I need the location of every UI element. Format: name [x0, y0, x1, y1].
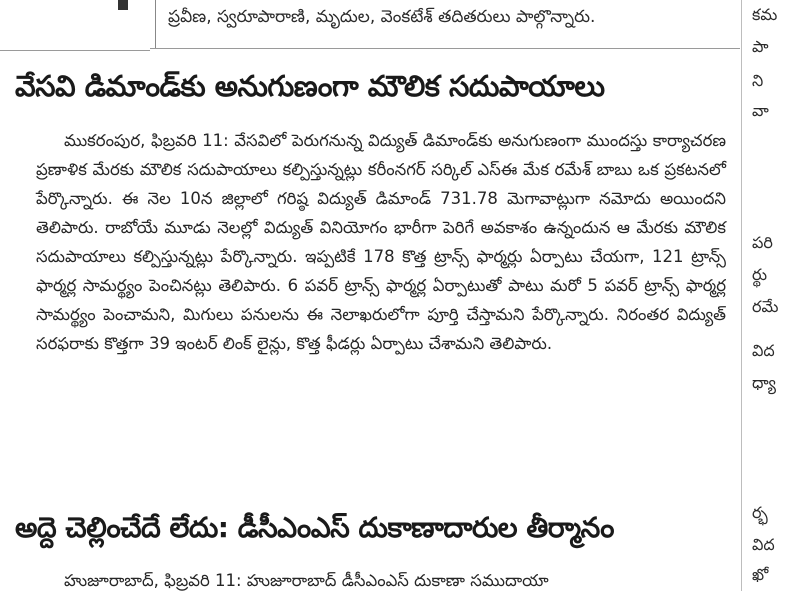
right-column-text: ధ్యా	[752, 373, 776, 392]
right-column-text: రమే	[752, 297, 779, 316]
right-column-text: పరి	[752, 233, 773, 252]
right-column-text: ర్థు	[752, 265, 768, 284]
right-column-divider	[741, 0, 742, 591]
article-headline: వేసవి డిమాండ్‌కు అనుగుణంగా మౌలిక సదుపాయాలు	[15, 69, 605, 103]
previous-article-ending: ప్రవీణ, స్వరూపారాణి, మృదుల, వెంకటేశ్ తదితరులు పాల్గొన్నారు.	[168, 7, 596, 27]
right-column-text: ర్భ	[752, 503, 768, 522]
previous-article-frame	[0, 0, 150, 51]
article-body: ముకరంపుర, ఫిబ్రవరి 11: వేసవిలో పెరుగనున్న విద్యుత్ డిమాండ్‌కు అనుగుణంగా ముందస్తు కార్యాచరణ ప్రణాళిక మేరకు మౌలిక సదుపాయాలు కల్పిస్తున్నట్లు కరీంనగర్ సర్కిల్ ఎస్ఈ మేక రమేశ్ బాబు ఒక ప్రకటనలో పేర్కొన్నారు. ఈ నెల 10న జిల్లాలో గరిష్ఠ విద్యుత్ డిమాండ్ 731.78 మెగావాట్లుగా నమోదు అయిందని తెలిపారు. రాబోయే మూడు నెలల్లో విద్యుత్ వినియోగం భారీగా పెరిగే అవకాశం ఉన్నందున ఆ మేరకు మౌలిక సదుపాయాలు కల్పిస్తున్నట్లు పేర్కొన్నారు. ఇప్పటికే 178 కొత్త ట్రాన్స్ ఫార్మర్లు ఏర్పాటు చేయగా, 121 ట్రాన్స్ ఫార్మర్ల సామర్థ్యం పెంచినట్లు తెలిపారు. 6 పవర్ ట్రాన్స్ ఫార్మర్ల ఏర్పాటుతో పాటు మరో 5 పవర్ ట్రాన్స్ ఫార్మర్ల సామర్థ్యం పెంచామని, మిగులు పనులను ఈ నెలాఖరులోగా పూర్తి చేస్తామని పేర్కొన్నారు. నిరంతర విద్యుత్ సరఫరాకు కొత్తగా 39 ఇంటర్ లింక్ లైన్లు, కొత్త ఫీడర్లు ఏర్పాటు చేశామని తెలిపారు.	[36, 131, 726, 353]
frame-corner-mark	[118, 0, 128, 10]
right-column-text: ని	[752, 71, 764, 90]
article-headline-2: అద్దె చెల్లించేదే లేదు: డీసీఎంఎస్ దుకాణాదారుల తీర్మానం	[15, 511, 614, 544]
right-column-text: కమ	[752, 5, 778, 24]
article-body-2: హుజూరాబాద్, ఫిబ్రవరి 11: హుజూరాబాద్ డీసీఎంఎస్ దుకాణా సముదాయా	[64, 571, 549, 590]
right-column-text: పా	[752, 37, 769, 56]
right-column-text: వా	[752, 101, 769, 120]
right-column-text: ఖో	[752, 565, 769, 584]
right-column-text: విద	[752, 535, 775, 554]
section-rule	[150, 48, 740, 49]
right-column-text: విద	[752, 341, 775, 360]
column-divider	[155, 0, 156, 48]
